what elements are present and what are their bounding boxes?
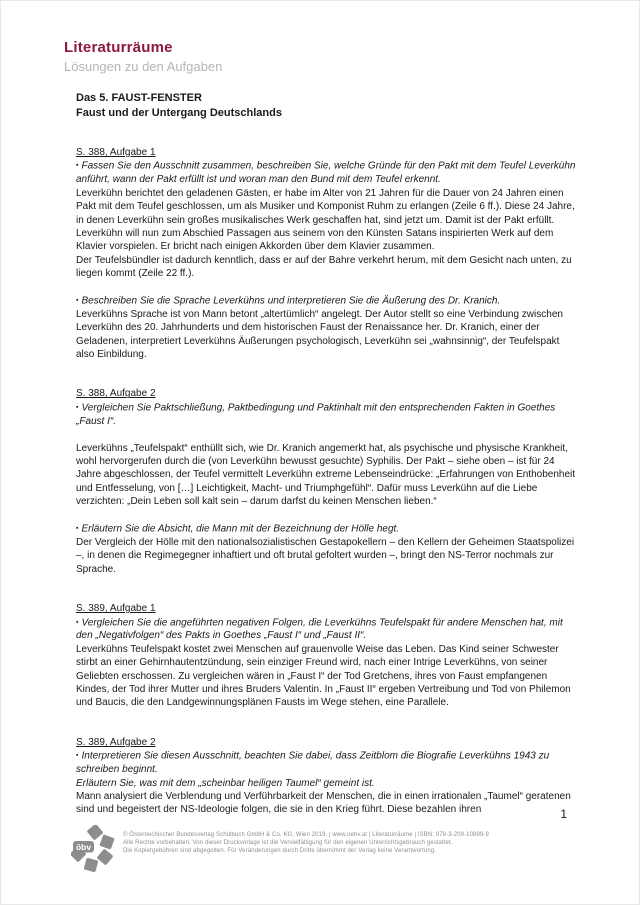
question-text — [76, 401, 580, 428]
bullet-icon: ▪ — [76, 403, 79, 411]
section-heading: S. 389, Aufgabe 2 — [76, 736, 156, 748]
document-title — [76, 91, 580, 120]
section-heading: S. 388, Aufgabe 2 — [76, 388, 156, 400]
question-text — [76, 294, 580, 308]
footer-line3: Die Kopiergebühren sind abgegolten. Für Veränderungen durch Dritte übernimmt der Verlag keine Verantwortung. — [123, 848, 436, 855]
footer-line1: © Österreichischer Bundesverlag Schulbuch GmbH & Co. KG, Wien 2019. | www.oebv.at | Literaturräume | ISBN: 978-3-209-10899-9 — [123, 832, 489, 838]
section-heading: S. 389, Aufgabe 1 — [76, 603, 156, 615]
question-text — [76, 616, 580, 643]
answer-text: Der Vergleich der Hölle mit den nationalsozialistischen Gestapokellern – den Kellern der Geheimen Staatspolizei –, in denen die Regimegegner inhaftiert und oft brutal gefoltert wurden –, bringt den NS-Terror nochmals zur Sprache. — [76, 536, 575, 575]
question-body: Beschreiben Sie die Sprache Leverkühns und interpretieren Sie die Äußerung des Dr. Kranich. — [81, 295, 501, 307]
oebv-logo-icon — [71, 825, 115, 873]
section-s388-aufgabe1 — [76, 146, 580, 361]
answer-text: Leverkühns Sprache ist von Mann betont „altertümlich“ angelegt. Der Autor stellt so eine Verbindung zwischen Leverkühn des 20. Jahrhunderts und dem historischen Faust der Renaissance her. Dr. Kranich, einer der Geladenen, interpretiert Leverkühns Äußerungen psychologisch, Leverkühn sei „wahnsinnig“, der Teufelspakt also Einbildung. — [76, 308, 563, 361]
footer-imprint — [123, 831, 489, 856]
page-footer — [71, 825, 489, 873]
question-text — [76, 159, 580, 186]
question-text — [76, 749, 580, 776]
answer-text: Mann analysiert die Verblendung und Verführbarkeit der Menschen, die in einen irrationalen „Taumel“ geratenen sind und begeistert der NS-Ideologie folgen, die sie in den Krieg führt. Diese bezahlen ihren — [76, 791, 571, 816]
bullet-icon: ▪ — [76, 296, 79, 304]
document-content — [76, 91, 580, 817]
question-body: Vergleichen Sie die angeführten negativen Folgen, die Leverkühns Teufelspakt für andere Menschen hat, mit den „Negativfolgen“ des Pakts in Goethes „Faust I“ und „Faust II“. — [76, 617, 563, 642]
question-body: Interpretieren Sie diesen Ausschnitt, beachten Sie dabei, dass Zeitblom die Biografie Leverkühns 1943 zu schreiben beginnt. — [76, 750, 550, 776]
answer-text: Leverkühns Teufelspakt kostet zwei Menschen auf grauenvolle Weise das Leben. Das Kind seiner Schwester stirbt an einer Gehirnhautentzündung, sein einziger Freund wird, nach einer Intrige Leverkühns, von seiner Geliebten erschossen. Zu vergleichen wären in „Faust I“ der Tod Gretchens, ihres von Faust empfangenen Kindes, der Tod ihrer Mutter und ihres Bruders Valentin. In „Faust II“ ergeben Vertreibung und Tod von Philemon und Baucis, die den Landgewinnungsplänen Fausts im Wege stehen, eine Parallele. — [76, 643, 571, 709]
blank-line — [76, 281, 580, 294]
bullet-icon: ▪ — [76, 618, 79, 626]
answer-text: Leverkühn berichtet den geladenen Gästen, er habe im Alter von 21 Jahren für die Dauer von 24 Jahren einen Pakt mit dem Teufel geschlossen, um als Musiker und Komponist Ruhm zu erlangen (Zeile 6 ff.). Diese 24 Jahre, in denen Leverkühn sein großes musikalisches Werk geschaffen hat, sind jetzt um. Damit ist der Pakt erfüllt. Leverkühn will nun zum Abschied Passagen aus seinem von den Künsten Satans inspirierten Werk auf dem Klavier vorspielen. Er bricht nach einigen Akkorden über dem Klavier zusammen. — [76, 187, 575, 253]
section-heading: S. 388, Aufgabe 1 — [76, 147, 156, 158]
page-number: 1 — [560, 807, 567, 821]
bullet-icon: ▪ — [76, 525, 79, 533]
oebv-logo-text: öbv — [75, 842, 92, 852]
blank-line — [76, 509, 580, 522]
section-s389-aufgabe1 — [76, 602, 580, 710]
question-body: Vergleichen Sie Paktschließung, Paktbedingung und Paktinhalt mit den entsprechenden Fakten in Goethes „Faust I“. — [76, 402, 556, 427]
blank-line — [76, 428, 580, 441]
bullet-icon: ▪ — [76, 162, 79, 170]
question-text-no-bullet: Erläutern Sie, was mit dem „scheinbar heiligen Taumel“ gemeint ist. — [76, 777, 375, 789]
section-s388-aufgabe2 — [76, 387, 580, 576]
section-s389-aufgabe2 — [76, 736, 580, 817]
brand-subtitle: Lösungen zu den Aufgaben — [64, 59, 223, 74]
answer-text: Leverkühns „Teufelspakt“ enthüllt sich, wie Dr. Kranich angemerkt hat, als psychische und physische Krankheit, wohl hervorgerufen durch die (von Leverkühn bewusst gesuchte) Syphilis. Der Pakt – siehe oben – ist für 24 Jahre abgeschlossen, der Teufel vermittelt Leverkühn extreme Lebenseindrücke: „Erfahrungen von Enthobenheit und Entfesselung, von […] Leichtigkeit, Macht- und Triumphgefühl“. Dafür muss Leverkühn auf die Liebe verzichten: „Dein Leben soll kalt sein – darum darfst du keinen Menschen lieben.“ — [76, 442, 576, 508]
footer-line2: Alle Rechte vorbehalten. Von dieser Druckvorlage ist die Vervielfältigung für den eigenen Unterrichtsgebrauch gestattet. — [123, 840, 453, 847]
question-body: Erläutern Sie die Absicht, die Mann mit der Bezeichnung der Hölle hegt. — [81, 523, 400, 535]
answer-text: Der Teufelsbündler ist dadurch kenntlich, dass er auf der Bahre verkehrt herum, mit dem Gesicht nach unten, zu liegen kommt (Zeile 22 ff.). — [76, 254, 572, 280]
question-body: Fassen Sie den Ausschnitt zusammen, beschreiben Sie, welche Gründe für den Pakt mit dem Teufel Leverkühn anführt, wann der Pakt erfüllt ist und woran man den Bund mit dem Teufel erkennt. — [76, 160, 576, 186]
brand-title: Literaturräume — [64, 39, 173, 56]
page-header — [1, 1, 639, 74]
document-title-line2: Faust und der Untergang Deutschlands — [76, 106, 282, 119]
bullet-icon: ▪ — [76, 752, 79, 760]
document-title-line1: Das 5. FAUST-FENSTER — [76, 92, 202, 104]
question-text — [76, 522, 580, 536]
